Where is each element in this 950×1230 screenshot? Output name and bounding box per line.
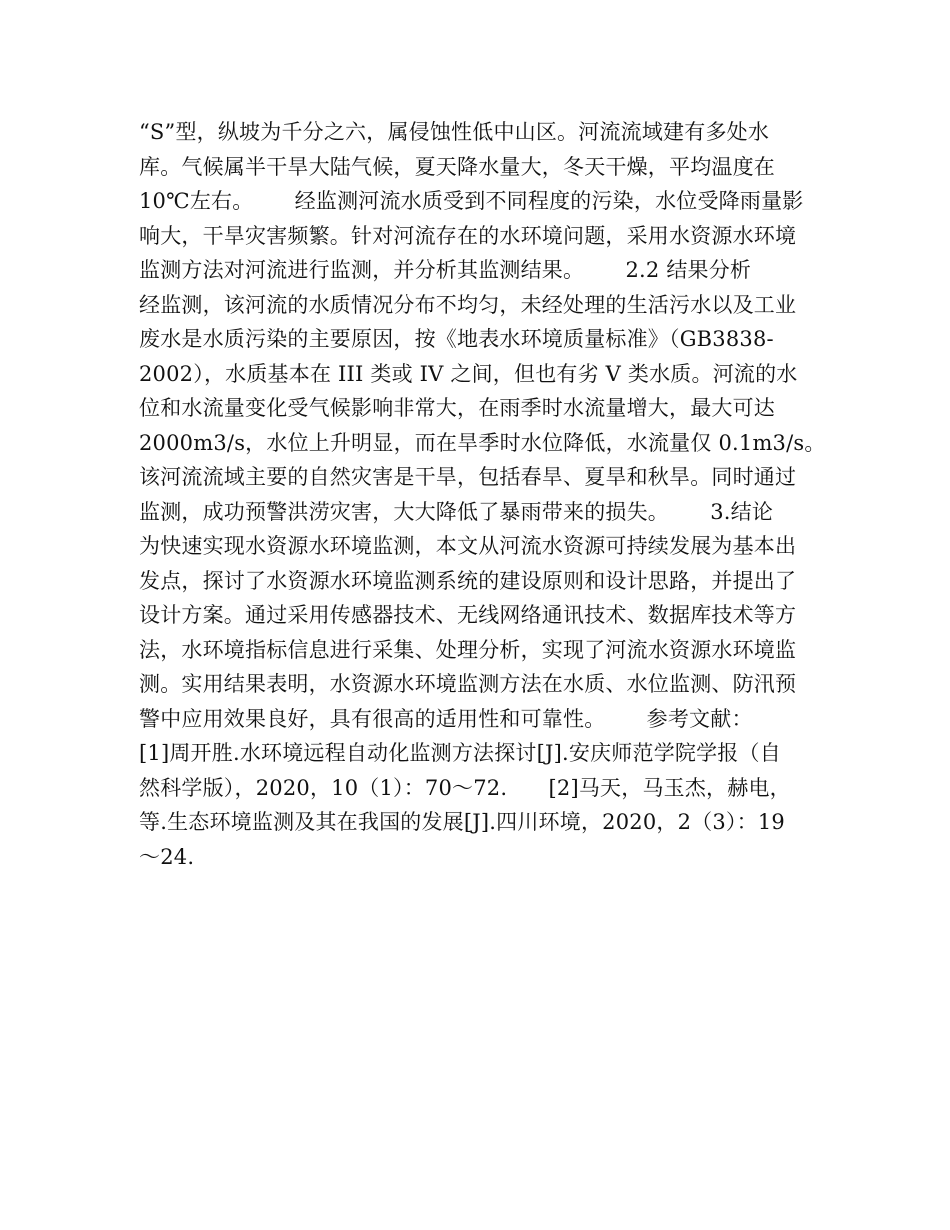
text-line: 2000m3/s，水位上升明显，而在旱季时水位降低，水流量仅 0.1m3/s。 bbox=[139, 430, 826, 455]
text-line: 测。实用结果表明，水资源水环境监测方法在水质、水位监测、防汛预 bbox=[139, 672, 797, 696]
text-line: 2002），水质基本在 III 类或 IV 之间，但也有劣 V 类水质。河流的水 bbox=[139, 361, 798, 386]
body-text bbox=[139, 115, 826, 874]
text-line: 该河流流域主要的自然灾害是干旱，包括春旱、夏旱和秋旱。同时通过 bbox=[139, 465, 797, 489]
text-line: 发点，探讨了水资源水环境监测系统的建设原则和设计思路，并提出了 bbox=[139, 568, 797, 593]
text-line: 响大，干旱灾害频繁。针对河流存在的水环境问题，采用水资源水环境 bbox=[139, 223, 797, 248]
text-line: 设计方案。通过采用传感器技术、无线网络通讯技术、数据库技术等方 bbox=[139, 603, 797, 627]
text-line: 警中应用效果良好，具有很高的适用性和可靠性。 参考文献： bbox=[139, 706, 753, 731]
text-line: 法，水环境指标信息进行采集、处理分析，实现了河流水资源水环境监 bbox=[139, 637, 797, 662]
text-line: 为快速实现水资源水环境监测，本文从河流水资源可持续发展为基本出 bbox=[139, 534, 797, 558]
text-line: 等.生态环境监测及其在我国的发展[J].四川环境，2020，2（3）：19 bbox=[139, 810, 785, 834]
text-line: 监测，成功预警洪涝灾害，大大降低了暴雨带来的损失。 3.结论 bbox=[139, 499, 774, 524]
text-line: “S”型，纵坡为千分之六，属侵蚀性低中山区。河流流域建有多处水 bbox=[139, 120, 770, 144]
text-line: 10℃左右。 经监测河流水质受到不同程度的污染，水位受降雨量影 bbox=[139, 189, 804, 213]
text-line: [1]周开胜.水环境远程自动化监测方法探讨[J].安庆师范学院学报（自 bbox=[139, 741, 781, 765]
text-line: 然科学版），2020，10（1）：70～72. [2]马天，马玉杰，赫电， bbox=[139, 775, 791, 800]
text-line: 经监测，该河流的水质情况分布不均匀，未经处理的生活污水以及工业 bbox=[139, 292, 797, 317]
text-line: 监测方法对河流进行监测，并分析其监测结果。 2.2 结果分析 bbox=[139, 258, 752, 282]
text-line: 库。气候属半干旱大陆气候，夏天降水量大，冬天干燥，平均温度在 bbox=[139, 154, 775, 179]
text-line: ～24. bbox=[139, 844, 195, 869]
text-line: 废水是水质污染的主要原因，按《地表水环境质量标准》（GB3838- bbox=[139, 327, 774, 351]
text-line: 位和水流量变化受气候影响非常大，在雨季时水流量增大，最大可达 bbox=[139, 396, 775, 420]
